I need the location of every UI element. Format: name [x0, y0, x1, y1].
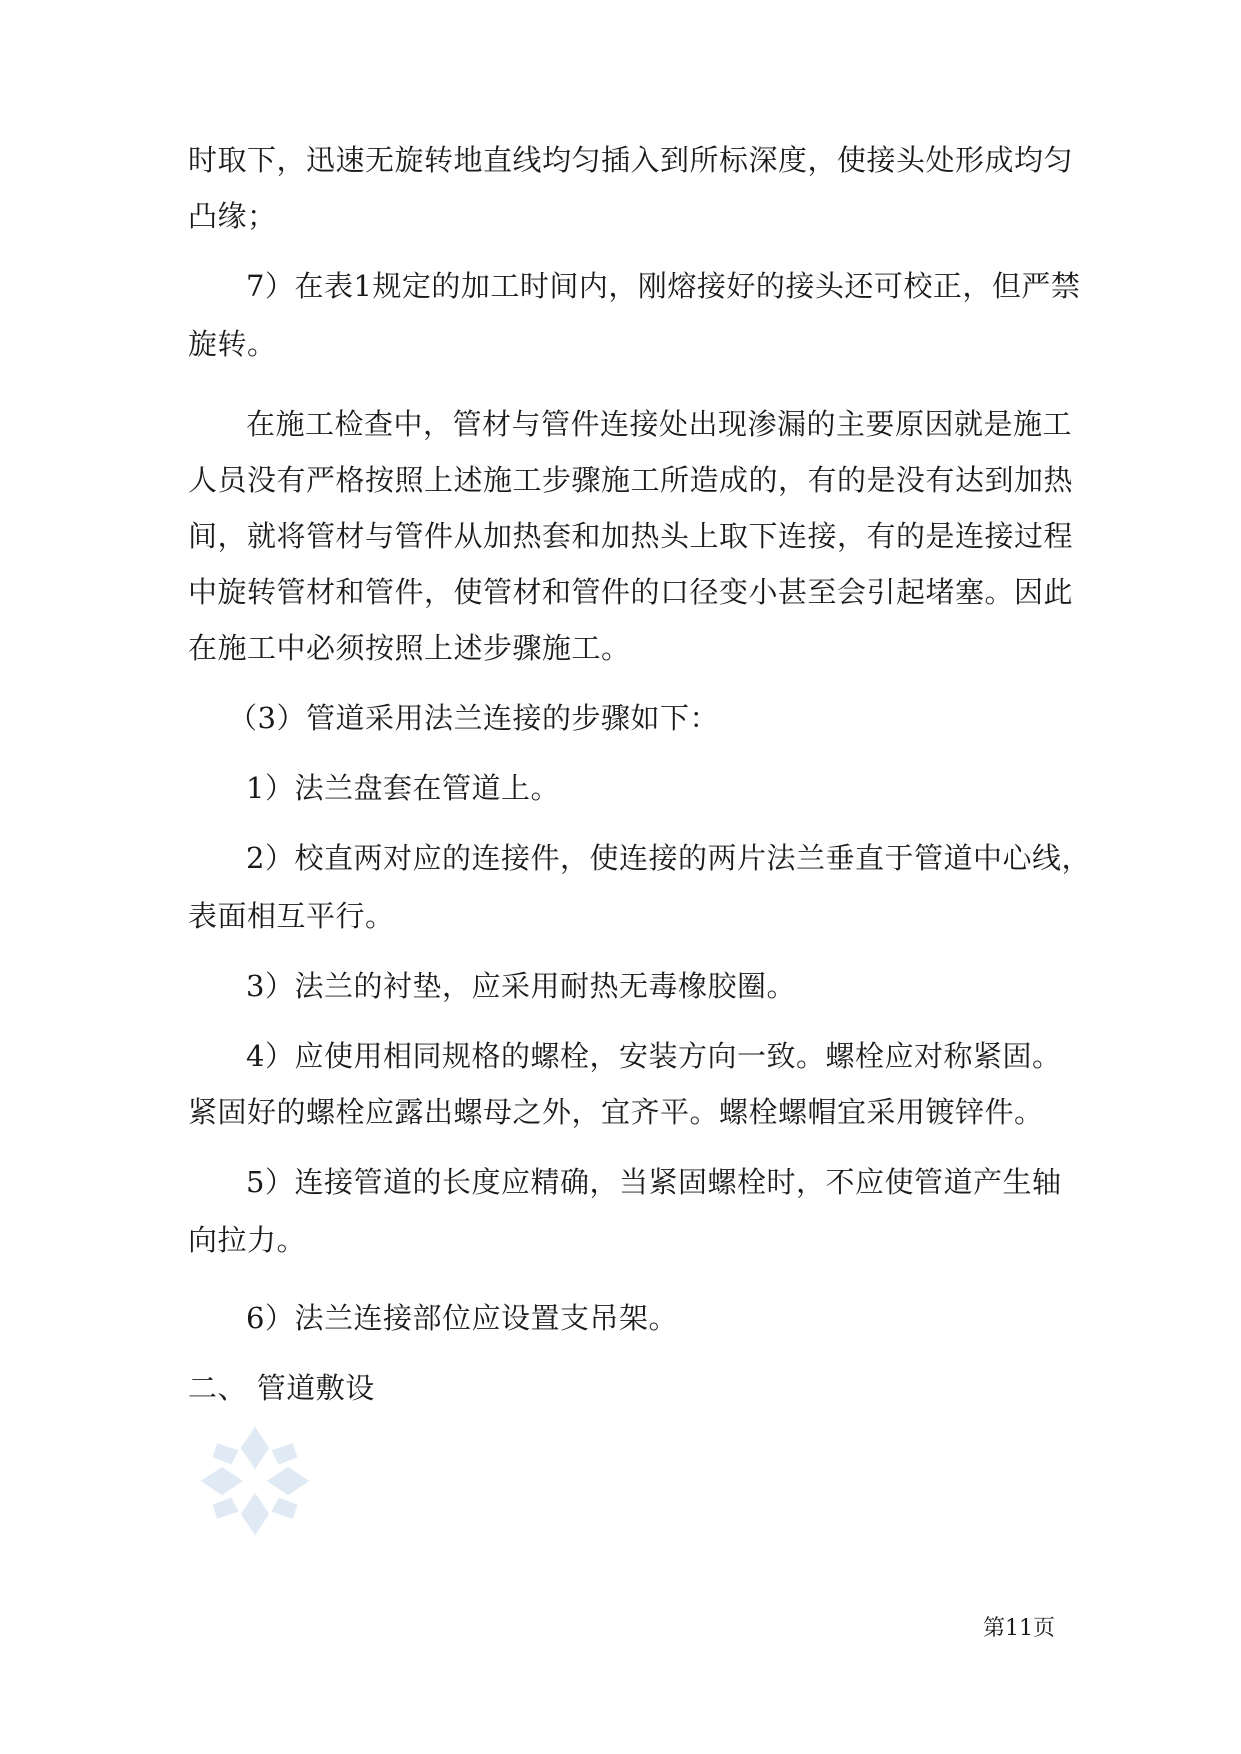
text-line: 向拉力。 — [188, 1223, 307, 1257]
paragraph-start: 在施工检查中，管材与管件连接处出现渗漏的主要原因就是施工 — [246, 407, 1073, 441]
text-line: 中旋转管材和管件，使管材和管件的口径变小甚至会引起堵塞。因此 — [188, 575, 1074, 609]
list-item: 5）连接管道的长度应精确，当紧固螺栓时，不应使管道产生轴 — [246, 1165, 1062, 1199]
text-line: 在施工中必须按照上述步骤施工。 — [188, 631, 631, 665]
text-line: 旋转。 — [188, 327, 277, 361]
text-line: 凸缘； — [188, 199, 277, 233]
section-heading: （3）管道采用法兰连接的步骤如下： — [228, 701, 719, 735]
list-item: 3）法兰的衬垫，应采用耐热无毒橡胶圈。 — [246, 969, 796, 1003]
page-number: 第11页 — [983, 1616, 1055, 1641]
list-item: 2）校直两对应的连接件，使连接的两片法兰垂直于管道中心线， — [246, 841, 1091, 875]
text-line: 时取下，迅速无旋转地直线均匀插入到所标深度，使接头处形成均匀 — [188, 143, 1074, 177]
text-line: 人员没有严格按照上述施工步骤施工所造成的，有的是没有达到加热 — [188, 463, 1074, 497]
list-item: 7）在表1规定的加工时间内，刚熔接好的接头还可校正，但严禁 — [246, 269, 1081, 303]
list-item: 6）法兰连接部位应设置支吊架。 — [246, 1301, 678, 1335]
text-line: 紧固好的螺栓应露出螺母之外，宜齐平。螺栓螺帽宜采用镀锌件。 — [188, 1095, 1044, 1129]
list-item: 4）应使用相同规格的螺栓，安装方向一致。螺栓应对称紧固。 — [246, 1039, 1062, 1073]
list-item: 1）法兰盘套在管道上。 — [246, 771, 560, 805]
text-line: 间，就将管材与管件从加热套和加热头上取下连接，有的是连接过程 — [188, 519, 1074, 553]
watermark-logo-icon — [196, 1422, 314, 1540]
text-line: 表面相互平行。 — [188, 899, 395, 933]
chapter-heading: 二、 管道敷设 — [188, 1371, 375, 1405]
